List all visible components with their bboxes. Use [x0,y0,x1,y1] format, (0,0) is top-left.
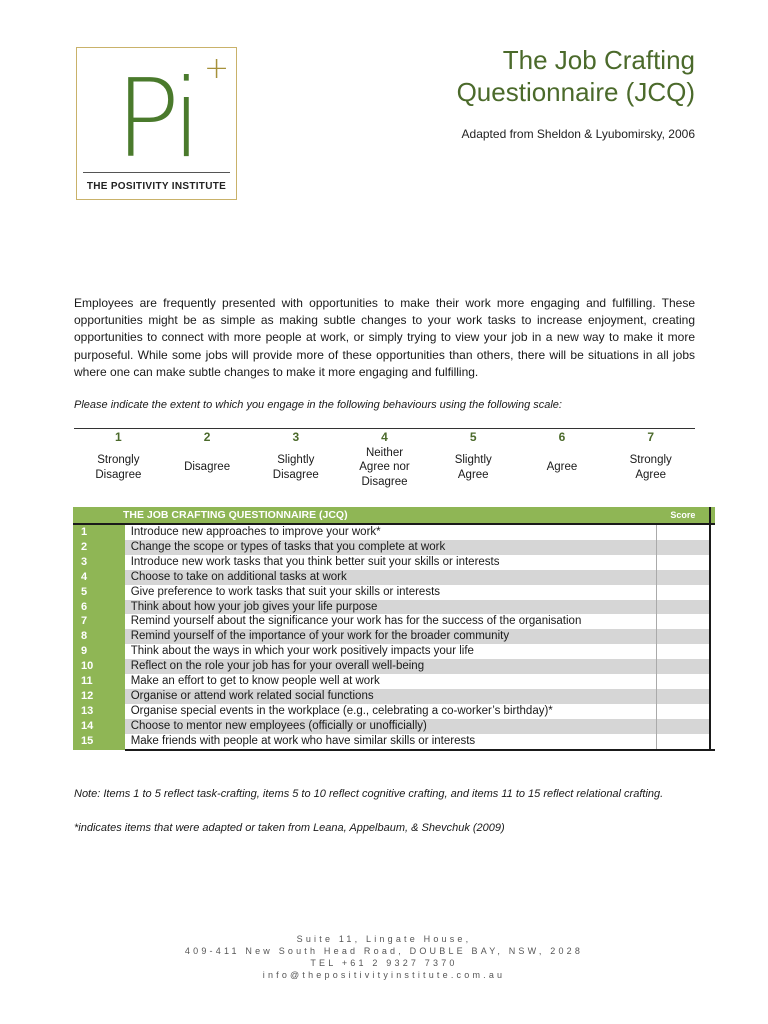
item-number: 14 [73,719,125,734]
item-number: 2 [73,540,125,555]
logo-divider [83,172,230,173]
jcq-table [73,507,715,751]
score-cell[interactable] [657,704,710,719]
item-number: 7 [73,614,125,629]
item-text: Remind yourself about the significance your work has for the success of the organisation [125,614,657,629]
item-text: Think about the ways in which your work positively impacts your life [125,644,657,659]
item-text: Choose to mentor new employees (officially or unofficially) [125,719,657,734]
score-cell[interactable] [657,719,710,734]
score-cell[interactable] [657,674,710,689]
item-number: 5 [73,585,125,600]
score-cell[interactable] [657,585,710,600]
item-text: Organise or attend work related social functions [125,689,657,704]
document-subtitle: Adapted from Sheldon & Lyubomirsky, 2006 [461,127,695,141]
item-text: Reflect on the role your job has for your overall well-being [125,659,657,674]
title-line-1: The Job Crafting [502,45,695,75]
table-row [73,540,715,555]
score-cell[interactable] [657,555,710,570]
scale-label: Agree [546,461,578,474]
scale-label: Disagree [184,461,231,474]
table-row [73,689,715,704]
rating-scale [74,430,695,490]
item-text: Introduce new approaches to improve your work* [125,524,657,540]
scale-number: 6 [558,430,566,444]
score-cell[interactable] [657,644,710,659]
table-row [73,524,715,540]
table-row [73,629,715,644]
score-cell[interactable] [657,689,710,704]
scale-point [251,430,340,490]
item-number: 4 [73,570,125,585]
item-number: 11 [73,674,125,689]
table-row [73,614,715,629]
item-text: Make an effort to get to know people well at work [125,674,657,689]
scale-point [518,430,607,490]
scale-point [340,430,429,490]
item-text: Choose to take on additional tasks at work [125,570,657,585]
item-number: 3 [73,555,125,570]
table-row [73,585,715,600]
item-number: 8 [73,629,125,644]
scale-label: Strongly Agree [629,454,672,481]
score-cell[interactable] [657,600,710,615]
item-number: 9 [73,644,125,659]
scale-point [74,430,163,490]
scale-number: 5 [469,430,477,444]
scale-point [163,430,252,490]
logo-plus-icon: + [204,51,230,86]
table-row [73,644,715,659]
footer-address [0,933,768,981]
scale-number: 7 [647,430,655,444]
item-text: Change the scope or types of tasks that you complete at work [125,540,657,555]
table-row [73,674,715,689]
instruction-text: Please indicate the extent to which you engage in the following behaviours using the following scale: [74,399,562,411]
score-cell[interactable] [657,659,710,674]
item-number: 1 [73,524,125,540]
score-cell[interactable] [657,540,710,555]
scale-label: Slightly Agree [454,454,492,481]
title-line-2: Questionnaire (JCQ) [456,77,695,107]
item-text: Make friends with people at work who have similar skills or interests [125,734,657,750]
intro-paragraph: Employees are frequently presented with opportunities to make their work more engaging and fulfilling. These opportunities might be as simple as making subtle changes to your work tasks to increase enjoyment, creating opportunities to connect with more people at work, or simply trying to view your job in a new way to make it more purposeful. While some jobs will provide more of these opportunities than others, there will be situations in all jobs where one can make subtle changes to make it more engaging and fulfilling. [74,296,695,379]
table-row [73,719,715,734]
scale-label: Strongly Disagree [95,454,142,481]
item-number: 10 [73,659,125,674]
item-text: Introduce new work tasks that you think better suit your skills or interests [125,555,657,570]
scale-label: Slightly Disagree [272,454,319,481]
footer-line: Suite 11, Lingate House, [296,934,472,944]
item-text: Organise special events in the workplace (e.g., celebrating a co-worker’s birthday)* [125,704,657,719]
item-number: 15 [73,734,125,750]
table-header [73,507,715,524]
footer-email: info@thepositivityinstitute.com.au [262,970,506,980]
scale-number: 1 [115,430,122,444]
logo-name: THE POSITIVITY INSTITUTE [86,181,227,192]
item-number: 12 [73,689,125,704]
positivity-institute-logo [76,47,237,200]
scale-number: 4 [381,430,388,444]
scale-point [606,430,695,490]
score-cell[interactable] [657,570,710,585]
document-title [395,44,695,108]
score-header: Score [657,507,710,524]
logo-mark: Pi [115,57,196,182]
table-row [73,659,715,674]
score-cell[interactable] [657,629,710,644]
table-row [73,600,715,615]
table-row [73,704,715,719]
table-row [73,734,715,750]
scale-number: 3 [292,430,300,444]
scale-divider [74,428,695,429]
score-cell[interactable] [657,734,710,750]
scale-point [429,430,518,490]
item-text: Think about how your job gives your life purpose [125,600,657,615]
table-title: THE JOB CRAFTING QUESTIONNAIRE (JCQ) [73,507,657,524]
scale-number: 2 [203,430,211,444]
crafting-note: Note: Items 1 to 5 reflect task-crafting, items 5 to 10 reflect cognitive crafting, and items 11 to 15 reflect relational crafting. [74,788,664,800]
score-cell[interactable] [657,524,710,540]
table-row [73,555,715,570]
scale-label: Neither Agree nor Disagree [359,446,410,488]
item-text: Remind yourself of the importance of your work for the broader community [125,629,657,644]
footer-line: TEL +61 2 9327 7370 [310,958,458,968]
table-row [73,570,715,585]
item-number: 13 [73,704,125,719]
item-number: 6 [73,600,125,615]
adapted-note: *indicates items that were adapted or taken from Leana, Appelbaum, & Shevchuk (2009) [74,822,505,834]
score-cell[interactable] [657,614,710,629]
footer-line: 409-411 New South Head Road, DOUBLE BAY, NSW, 2028 [184,946,584,956]
item-text: Give preference to work tasks that suit your skills or interests [125,585,657,600]
